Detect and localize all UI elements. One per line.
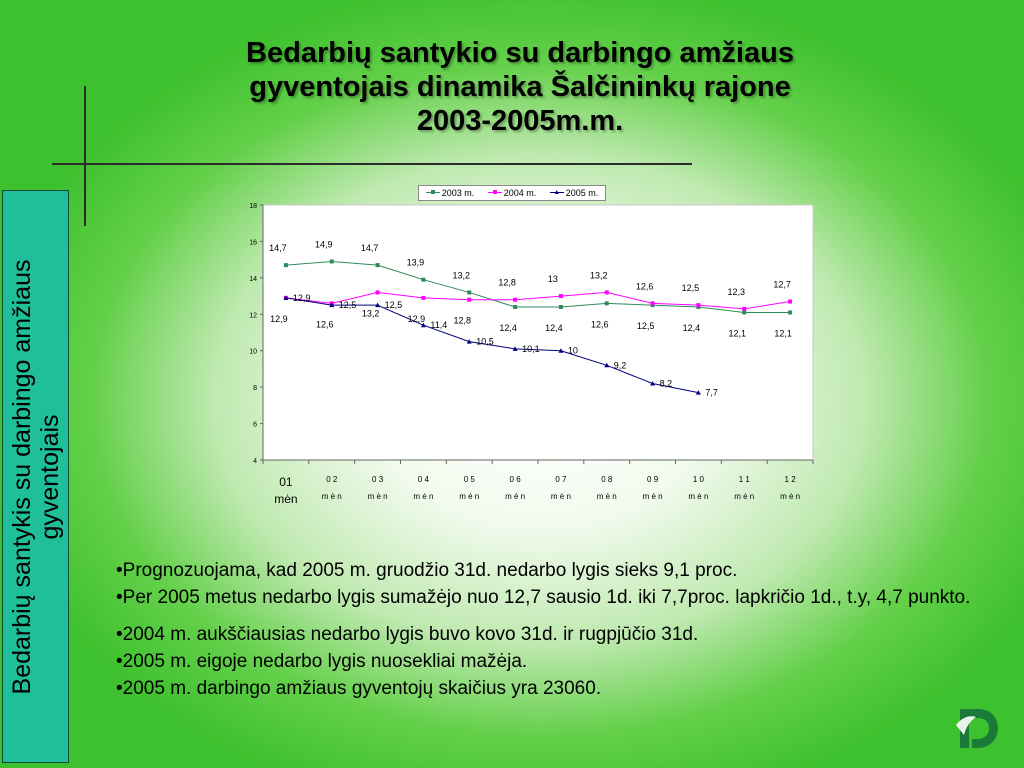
bullet-item: •Prognozuojama, kad 2005 m. gruodžio 31d. nedarbo lygis sieks 9,1 proc. <box>116 560 738 581</box>
data-point <box>421 296 425 300</box>
x-tick-label: 0 3 <box>372 475 384 484</box>
data-label: 10,5 <box>476 336 494 347</box>
data-point <box>788 300 792 304</box>
data-label: 12,5 <box>681 283 700 294</box>
data-point <box>651 301 655 305</box>
legend-label-2003: 2003 m. <box>441 188 475 198</box>
y-tick-label: 16 <box>249 239 257 247</box>
data-label: 10 <box>567 345 578 356</box>
data-label: 12,8 <box>453 315 472 326</box>
data-label: 12,3 <box>727 286 746 297</box>
x-tick-label: 0 9 <box>647 475 659 484</box>
data-label: 13,2 <box>452 270 471 281</box>
legend-item-2005 <box>550 188 599 198</box>
data-label: 8,2 <box>659 378 673 389</box>
data-label: 13 <box>547 274 558 285</box>
title-line-3: 2003-2005m.m. <box>416 105 624 138</box>
data-point <box>605 301 609 305</box>
data-label: 12,4 <box>499 323 517 333</box>
data-label: 12,9 <box>407 313 426 324</box>
data-label: 14,9 <box>314 239 333 250</box>
x-tick-label: m ė n <box>367 492 388 501</box>
data-point <box>284 263 288 267</box>
legend-label-2005: 2005 m. <box>565 188 599 198</box>
x-tick-label: 0 5 <box>463 475 475 484</box>
bullet-item: •2005 m. eigoje nedarbo lygis nuosekliai mažėja. <box>116 651 528 672</box>
x-tick-label: mėn <box>274 492 298 506</box>
logo-icon <box>952 701 1000 751</box>
data-label: 12,5 <box>384 300 403 311</box>
data-point <box>513 298 517 302</box>
chart-legend <box>418 185 606 201</box>
data-label: 12,4 <box>682 323 701 333</box>
data-label: 7,7 <box>705 387 718 398</box>
x-tick-label: m ė n <box>459 492 480 501</box>
x-tick-label: 0 2 <box>326 475 338 484</box>
data-point <box>513 305 517 309</box>
data-label: 12,8 <box>498 277 516 288</box>
y-tick-label: 14 <box>249 275 257 283</box>
data-point <box>559 294 563 298</box>
data-label: 12,7 <box>773 279 791 290</box>
x-tick-label: m ė n <box>321 492 342 501</box>
bullet-item: •Per 2005 metus nedarbo lygis sumažėjo nuo 12,7 sausio 1d. iki 7,7proc. lapkričio 1d., t.y, 4,7 punkto. <box>116 587 971 608</box>
x-tick-label: m ė n <box>780 492 801 501</box>
x-tick-label: m ė n <box>688 492 709 501</box>
bullet-item: •2004 m. aukščiausias nedarbo lygis buvo kovo 31d. ir rugpjūčio 31d. <box>116 624 699 645</box>
x-tick-label: 1 2 <box>784 475 796 484</box>
x-tick-label: 0 4 <box>417 475 429 484</box>
data-label: 12,9 <box>270 313 288 324</box>
legend-item-2003 <box>426 188 475 198</box>
x-tick-label: m ė n <box>550 492 571 501</box>
data-label: 13,9 <box>406 257 425 268</box>
legend-label-2004: 2004 m. <box>503 188 537 198</box>
data-point <box>421 278 425 282</box>
x-tick-label: 0 6 <box>509 475 521 484</box>
x-tick-label: 1 0 <box>692 475 704 484</box>
x-tick-label: 0 7 <box>555 475 567 484</box>
legend-swatch-2005 <box>550 190 564 196</box>
side-label-text: Bedarbių santykis su darbingo amžiaus gyventojais <box>7 259 64 695</box>
x-tick-label: 1 1 <box>738 475 750 484</box>
data-point <box>742 310 746 314</box>
data-point <box>696 303 700 307</box>
title-line-2: gyventojais dinamika Šalčininkų rajone <box>249 71 791 104</box>
data-label: 12,5 <box>338 300 357 311</box>
title-line-1: Bedarbių santykio su darbingo amžiaus <box>246 37 794 69</box>
x-tick-label: m ė n <box>505 492 526 501</box>
data-label: 13,2 <box>361 308 380 319</box>
data-point <box>788 310 792 314</box>
bullet-list <box>116 557 996 702</box>
data-label: 13,2 <box>589 270 608 281</box>
x-tick-label: m ė n <box>413 492 434 501</box>
data-label: 12,1 <box>728 328 747 339</box>
y-tick-label: 6 <box>253 421 257 429</box>
data-point <box>559 305 563 309</box>
data-label: 14,7 <box>360 243 379 254</box>
y-tick-label: 10 <box>249 348 257 356</box>
data-label: 12,6 <box>635 281 654 292</box>
legend-swatch-2004 <box>488 190 502 196</box>
x-tick-label: m ė n <box>642 492 663 501</box>
x-tick-label: 0 8 <box>601 475 613 484</box>
data-label: 12,1 <box>774 328 792 339</box>
y-tick-label: 12 <box>249 312 257 320</box>
y-tick-label: 8 <box>253 385 257 393</box>
data-label: 12,6 <box>590 319 609 330</box>
data-point <box>742 307 746 311</box>
data-point <box>467 290 471 294</box>
data-label: 10,1 <box>522 343 540 354</box>
data-point <box>467 298 471 302</box>
x-tick-label: m ė n <box>734 492 755 501</box>
x-tick-label: m ė n <box>596 492 617 501</box>
legend-item-2004 <box>488 188 537 198</box>
data-label: 11,4 <box>430 320 448 331</box>
data-point <box>330 259 334 263</box>
data-point <box>376 263 380 267</box>
data-point <box>605 290 609 294</box>
data-label: 12,9 <box>292 292 311 303</box>
data-label: 14,7 <box>269 243 287 254</box>
data-label: 12,6 <box>315 319 334 330</box>
data-label: 9,2 <box>613 360 627 371</box>
y-tick-label: 18 <box>249 203 257 210</box>
data-point <box>376 290 380 294</box>
bullet-item: •2005 m. darbingo amžiaus gyventojų skaičius yra 23060. <box>116 678 602 699</box>
data-label: 12,4 <box>545 323 563 333</box>
data-label: 12,5 <box>636 321 655 332</box>
legend-swatch-2003 <box>426 190 440 196</box>
x-tick-label: 01 <box>279 475 293 489</box>
y-tick-label: 4 <box>253 458 257 465</box>
